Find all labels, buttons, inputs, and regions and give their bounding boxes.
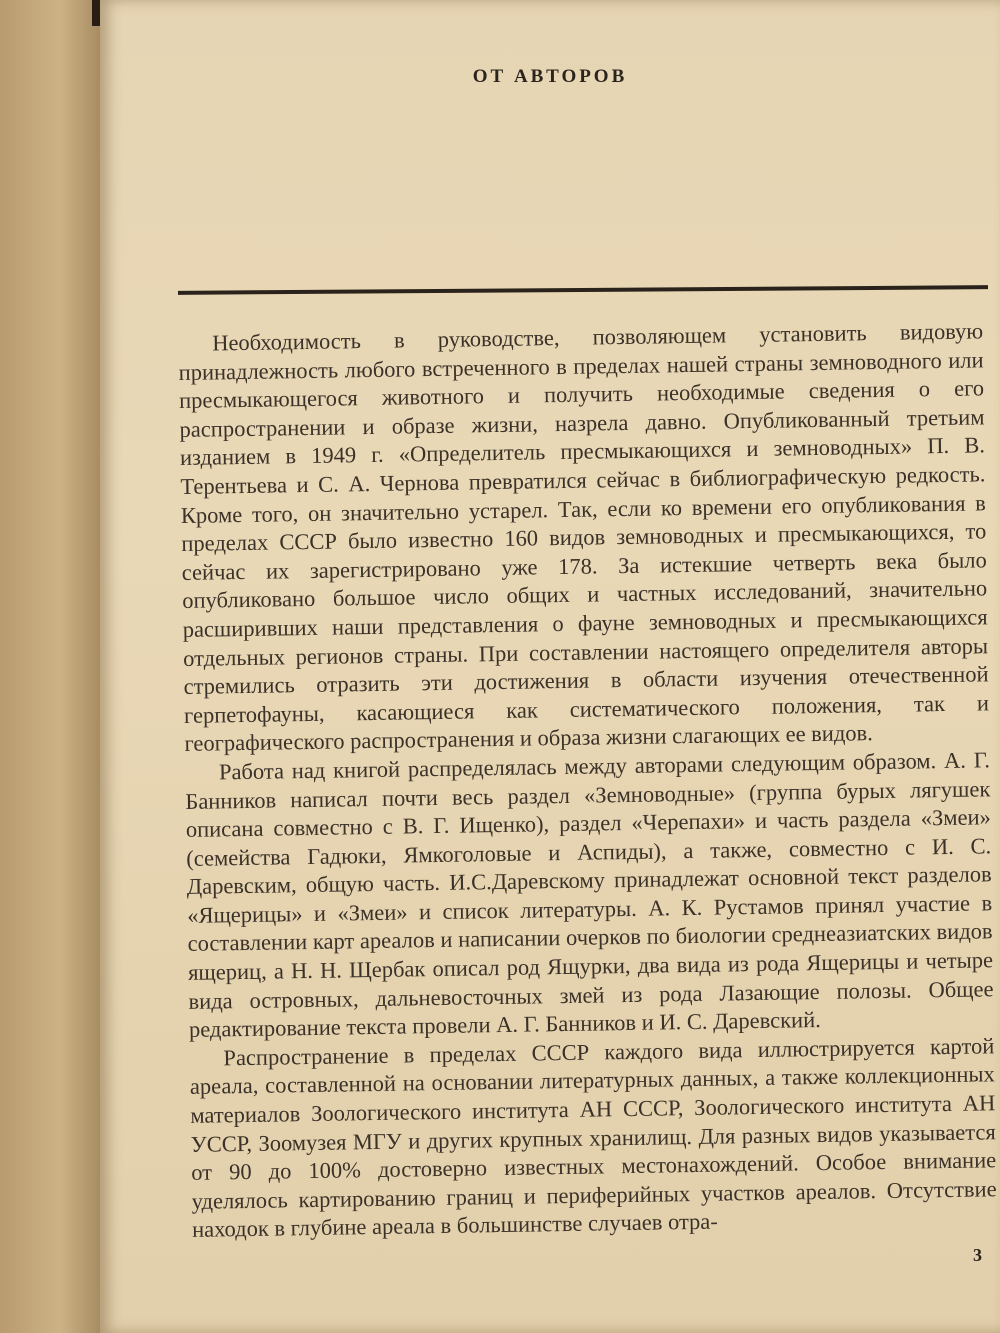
page-heading: ОТ АВТОРОВ (472, 66, 628, 87)
paragraph-1: Необходимость в руководстве, позволяющем установить видовую принадлежность любого встреченного в пределах нашей страны земноводного или пресмыкающегося животного и получить необходимые сведения о его распространении и образе жизни, назрела давно. Опубликованный третьим изданием в 1949 г. «Определитель пресмыкающихся и земноводных» П. В. Терентьева и С. А. Чернова превратился сейчас в библиографическую редкость. Кроме того, он значительно устарел. Так, если ко времени его опубликования в пределах СССР было известно 160 видов земноводных и пресмыкающихся, то сейчас их зарегистрировано уже 178. За истекшие четверть века было опубликовано большое число общих и частных исследований, значительно расширивших наши представления о фауне земноводных и пресмыкающихся отдельных регионов страны. При составлении настоящего определителя авторы стремились отразить эти достижения в области изучения отечественной герпетофауны, касающиеся как систематического положения, так и географического распространения и образа жизни слагающих ее видов. (178, 318, 990, 757)
paragraph-3: Распространение в пределах СССР каждого вида иллюстрируется картой ареала, составленной на основании литературных данных, а также коллекционных материалов Зоологического института АН СССР, Зоологического института АН УССР, Зоомузея МГУ и других крупных хранилищ. Для разных видов указывается от 90 до 100% достоверно известных местонахождений. Особое внимание уделялось картированию границ и периферийных участков ареалов. Отсутствие находок в глубине ареала в большинстве случаев отра- (189, 1033, 997, 1243)
page-number: 3 (973, 1245, 982, 1265)
facing-page (0, 0, 100, 1333)
heading-rule (178, 285, 988, 295)
book-page (100, 0, 1000, 1333)
body-text (178, 317, 997, 1245)
paragraph-2: Работа над книгой распределялась между авторами следующим образом. А. Г. Банников написал почти весь раздел «Земноводные» (группа бурых лягушек описана совместно с В. Г. Ищенко), раздел «Черепахи» и часть раздела «Змеи» (семейства Гадюки, Ямкоголовые и Аспиды), а также, совместно с И. С. Даревским, общую часть. И.С.Даревскому принадлежат основной текст разделов «Ящерицы» и «Змеи» и список литературы. А. К. Рустамов принял участие в составлении карт ареалов и написании очерков по биологии среднеазиатских видов ящериц, а Н. Н. Щербак описал род Ящурки, два вида из рода Ящерицы и четыре вида островных, дальневосточных змей из рода Лазающие полозы. Общее редактирование текста провели А. Г. Банников и И. С. Даревский. (185, 747, 994, 1043)
